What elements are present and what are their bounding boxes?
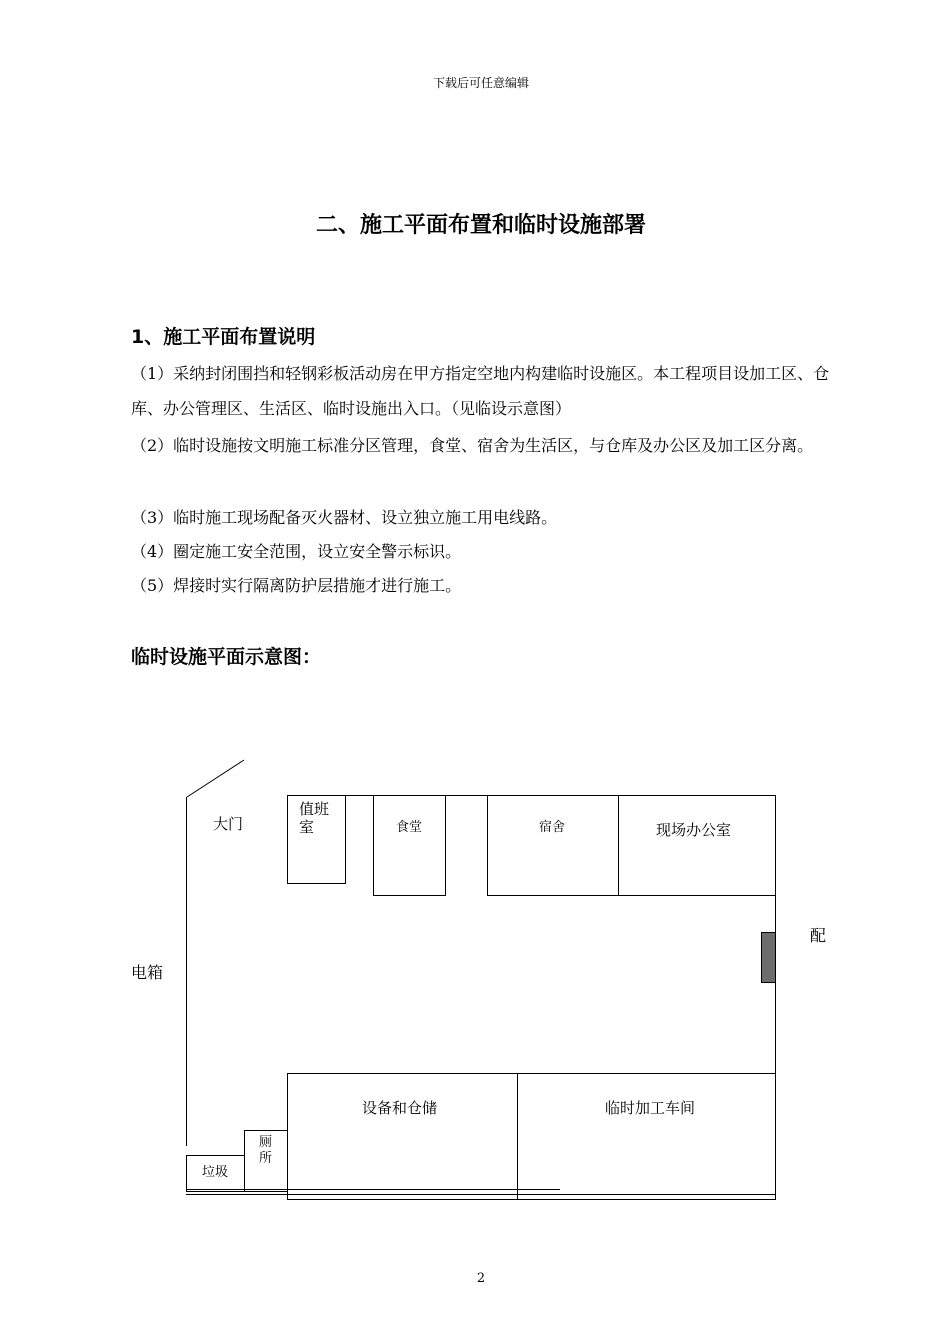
- site-office: [618, 795, 776, 896]
- guard-room-label-1: 值班: [299, 800, 330, 818]
- dormitory-label: 宿舍: [539, 820, 566, 835]
- paragraph-2: （2）临时设施按文明施工标准分区管理，食堂、宿舍为生活区，与仓库及办公区及加工区分离。: [131, 436, 814, 455]
- equipment-storage-label: 设备和仓储: [362, 1099, 438, 1117]
- canteen-label: 食堂: [396, 820, 423, 835]
- dormitory: [487, 795, 619, 896]
- paragraph-4: （4）圈定施工安全范围，设立安全警示标识。: [131, 542, 462, 561]
- distribution-box: [761, 932, 776, 983]
- temporary-workshop: [517, 1073, 776, 1200]
- section-heading: 1、施工平面布置说明: [131, 326, 316, 348]
- garbage-area: [186, 1155, 245, 1192]
- guard-room: [287, 795, 346, 884]
- paragraph-3: （3）临时施工现场配备灭火器材、设立独立施工用电线路。: [131, 508, 558, 527]
- electric-box-label: 电箱: [131, 963, 164, 982]
- distribution-label: 配: [810, 926, 827, 945]
- left-wall: [186, 797, 187, 1146]
- equipment-storage: [287, 1073, 518, 1200]
- site-office-label: 现场办公室: [656, 821, 732, 839]
- guard-room-label-2: 室: [299, 818, 315, 836]
- diagram-heading: 临时设施平面示意图：: [131, 646, 322, 668]
- canteen: [373, 795, 446, 896]
- paragraph-5: （5）焊接时实行隔离防护层措施才进行施工。: [131, 576, 462, 595]
- workshop-label: 临时加工车间: [605, 1099, 696, 1117]
- toilet-label-1: 厕: [259, 1135, 273, 1150]
- toilet: [244, 1130, 288, 1192]
- garbage-label: 垃圾: [202, 1165, 229, 1180]
- page-title: 二、施工平面布置和临时设施部署: [315, 213, 646, 238]
- page-number: 2: [476, 1271, 486, 1286]
- gate-label: 大门: [213, 815, 244, 833]
- paragraph-1: （1）采纳封闭围挡和轻钢彩板活动房在甲方指定空地内构建临时设施区。本工程项目设加工区、仓库、办公管理区、生活区、临时设施出入口。（见临设示意图）: [131, 364, 830, 418]
- toilet-label-2: 所: [259, 1151, 273, 1166]
- gate-line: [185, 758, 247, 800]
- header-note: 下载后可任意编辑: [432, 76, 529, 90]
